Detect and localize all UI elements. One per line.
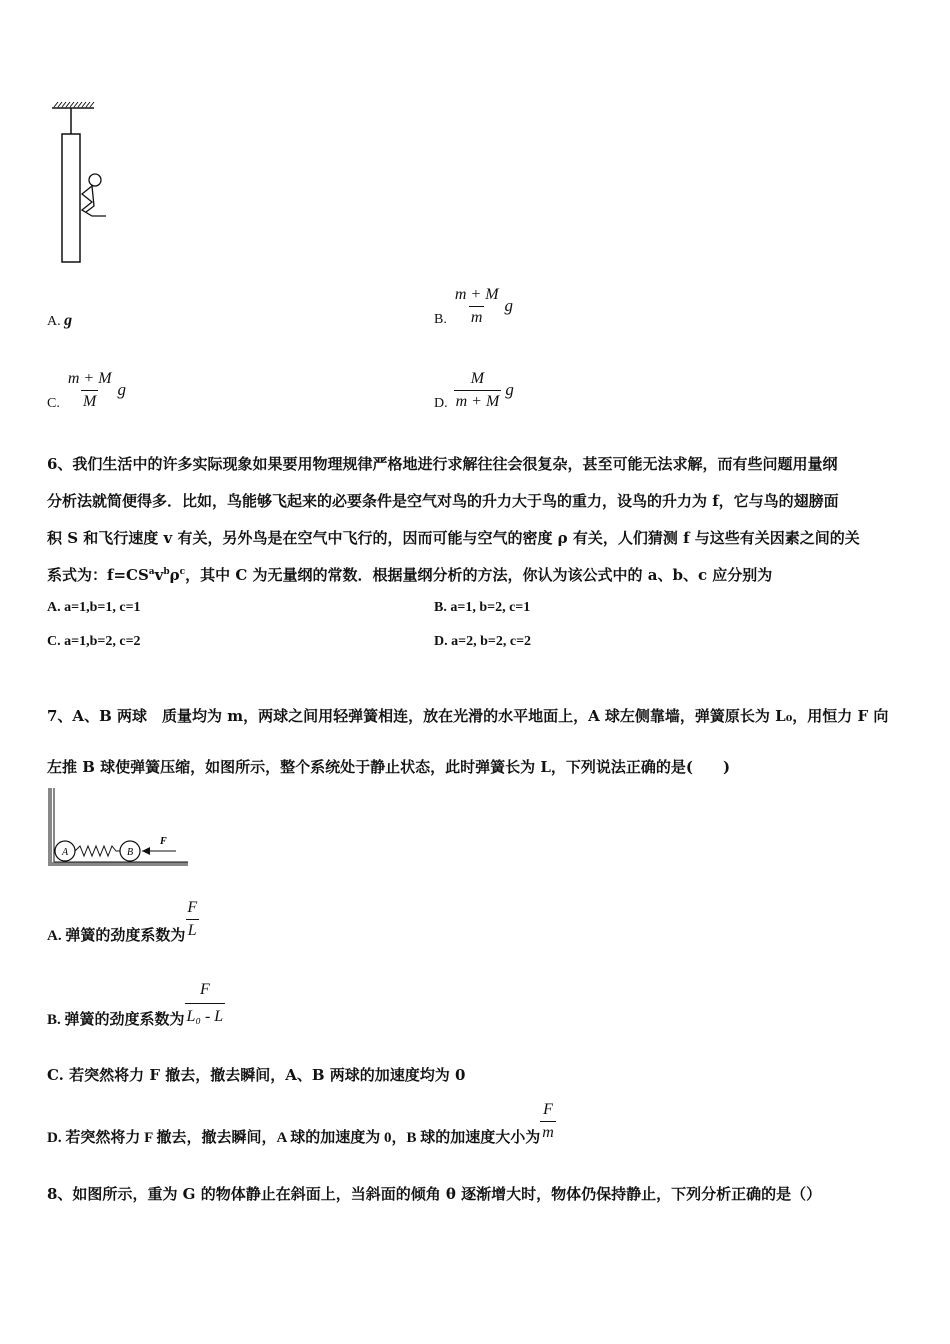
q6-option-b[interactable]: B. a=1, b=2, c=1	[434, 600, 531, 615]
fraction	[454, 370, 502, 411]
numerator: F	[187, 899, 198, 916]
exp-a: a	[148, 567, 155, 577]
q6-line-2: 分析法就简便得多．比如，鸟能够飞起来的必要条件是空气对鸟的升力大于鸟的重力，设鸟的升力为 f，它与鸟的翅膀面	[47, 492, 839, 510]
q6-line-1: 6、我们生活中的许多实际现象如果要用物理规律严格地进行求解往往会很复杂，甚至可能无法求解，而有些问题用量纲	[47, 455, 838, 473]
fraction	[66, 370, 114, 411]
numerator: F	[199, 981, 210, 998]
option-text: D. 若突然将力 F 撤去，撤去瞬间，A 球的加速度为 0，B 球的加速度大小为	[47, 1130, 541, 1146]
denominator: L	[186, 919, 199, 940]
option-text: A. 弹簧的劲度系数为	[47, 928, 186, 944]
q5-option-c[interactable]	[47, 368, 126, 412]
numerator: F	[543, 1101, 553, 1118]
denominator: m	[540, 1121, 556, 1142]
option-value: g	[64, 312, 73, 329]
option-label: B.	[434, 312, 447, 327]
q7-option-a[interactable]	[47, 894, 199, 945]
force-label: F	[160, 836, 167, 847]
q6-line-4	[47, 564, 772, 585]
option-text: B. 弹簧的劲度系数为	[47, 1012, 185, 1028]
formula-part: ρ	[169, 566, 180, 584]
fraction	[540, 1101, 556, 1142]
q7-line-1: 7、A、B 两球 质量均为 m，两球之间用轻弹簧相连，放在光滑的水平地面上，A 球左侧靠墙，弹簧原长为 L₀，用恒力 F 向	[47, 707, 889, 725]
denominator: L₀ - L	[185, 1003, 226, 1026]
denominator: m	[469, 306, 485, 327]
q7-line-2: 左推 B 球使弹簧压缩，如图所示，整个系统处于静止状态，此时弹簧长为 L，下列说法正确的是( )	[47, 758, 731, 776]
formula-part: v	[154, 566, 164, 584]
option-label: D.	[434, 396, 448, 411]
numerator: m + M	[454, 285, 499, 303]
denominator: m + M	[454, 390, 502, 411]
formula-part: 系式为：f=CS	[47, 566, 149, 584]
fraction	[185, 899, 199, 940]
q7-option-d[interactable]	[47, 1096, 556, 1147]
exp-c: c	[179, 567, 186, 577]
numerator: m + M	[67, 369, 112, 387]
q8-line-1: 8、如图所示，重为 G 的物体静止在斜面上，当斜面的倾角 θ 逐渐增大时，物体仍保持静止，下列分析正确的是（）	[47, 1185, 822, 1203]
formula-part: ，其中 C 为无量纲的常数．根据量纲分析的方法，你认为该公式中的 a、b、c 应分别为	[185, 566, 773, 584]
q6-option-c[interactable]: C. a=1,b=2, c=2	[47, 634, 141, 649]
ball-a-label: A	[61, 847, 69, 858]
q5-option-a[interactable]	[47, 312, 72, 330]
numerator: M	[470, 369, 485, 387]
pole-monkey-figure	[48, 98, 118, 268]
exp-b: b	[163, 567, 170, 577]
gravity-symbol: g	[505, 380, 514, 399]
fraction	[185, 981, 226, 1026]
option-label: A.	[47, 314, 61, 329]
denominator: M	[81, 390, 98, 411]
gravity-symbol: g	[504, 296, 514, 315]
fraction	[453, 286, 501, 327]
option-label: C.	[47, 396, 60, 411]
gravity-symbol: g	[117, 380, 127, 399]
q6-line-3: 积 S 和飞行速度 v 有关，另外鸟是在空气中飞行的，因而可能与空气的密度 ρ 有关，人们猜测 f 与这些有关因素之间的关	[47, 529, 860, 547]
spring-balls-figure	[44, 786, 194, 870]
q7-option-b[interactable]	[47, 978, 225, 1029]
q5-option-d[interactable]	[434, 368, 514, 412]
q7-option-c[interactable]: C. 若突然将力 F 撤去，撤去瞬间，A、B 两球的加速度均为 0	[47, 1066, 466, 1084]
ball-b-label: B	[126, 847, 134, 858]
q6-option-d[interactable]: D. a=2, b=2, c=2	[434, 634, 532, 649]
q6-option-a[interactable]: A. a=1,b=1, c=1	[47, 600, 141, 615]
q5-option-b[interactable]	[434, 284, 513, 328]
